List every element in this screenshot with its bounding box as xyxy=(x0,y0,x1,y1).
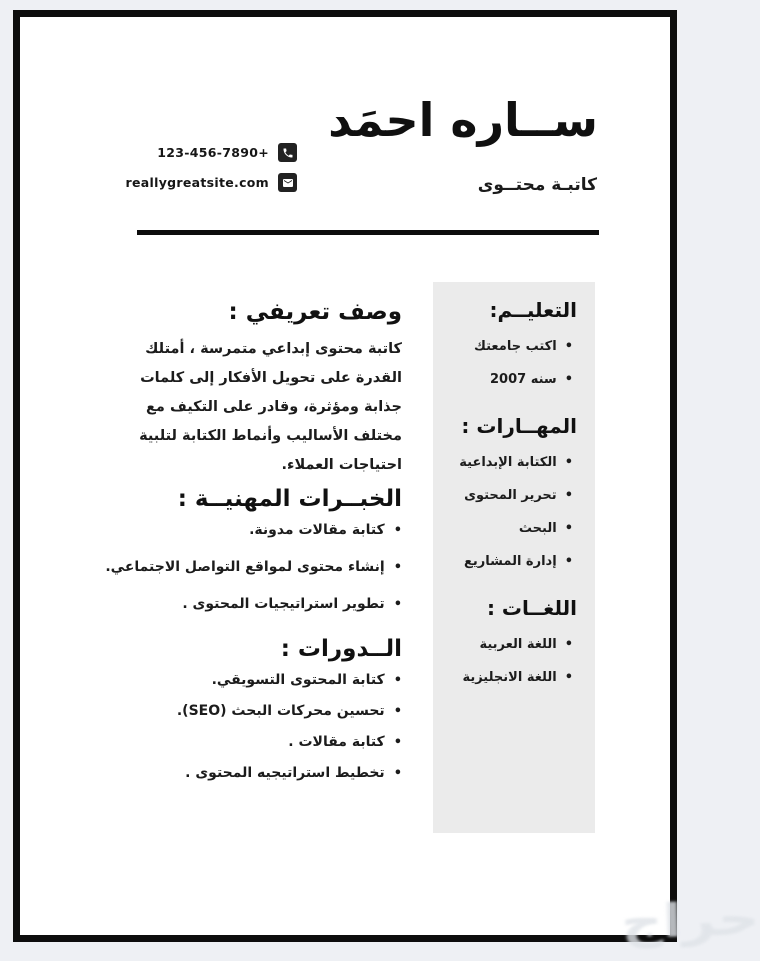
bullet-icon: • xyxy=(393,766,402,781)
skills-title: المهــارات : xyxy=(461,414,577,438)
list-item xyxy=(98,596,402,612)
bullet-icon: • xyxy=(564,554,573,569)
bullet-icon: • xyxy=(564,372,573,387)
list-item-text: اللغة الانجليزية xyxy=(462,670,557,685)
list-item xyxy=(451,521,573,536)
bullet-icon: • xyxy=(564,455,573,470)
list-item xyxy=(451,670,573,685)
list-item-text: تحسين محركات البحث (SEO). xyxy=(176,703,385,719)
bullet-icon: • xyxy=(393,673,402,688)
courses-title: الــدورات : xyxy=(280,636,402,662)
bullet-icon: • xyxy=(393,735,402,750)
about-body: كاتبة محتوى إبداعي متمرسة ، أمتلك القدرة على تحويل الأفكار إلى كلمات جذابة ومؤثرة، وقادر على التكيف مع مختلف الأساليب وأنماط الكتابة لتلبية احتياجات العملاء. xyxy=(139,341,402,473)
section-skills xyxy=(451,414,577,569)
experience-title: الخبــرات المهنيــة : xyxy=(177,486,402,512)
resume-paper xyxy=(13,10,677,942)
section-courses xyxy=(98,636,402,781)
section-about xyxy=(98,299,402,480)
section-languages xyxy=(451,596,577,685)
courses-list xyxy=(98,672,402,781)
phone-icon xyxy=(278,143,297,162)
list-item-text: تطوير استراتيجيات المحتوى . xyxy=(182,596,385,612)
list-item xyxy=(98,559,402,575)
bullet-icon: • xyxy=(564,670,573,685)
website-address: reallygreatsite.com xyxy=(125,175,269,190)
list-item-text: الكتابة الإبداعية xyxy=(459,455,557,470)
bullet-icon: • xyxy=(393,523,402,538)
list-item-text: اكتب جامعتك xyxy=(474,339,557,354)
list-item xyxy=(451,637,573,652)
bullet-icon: • xyxy=(393,597,402,612)
bullet-icon: • xyxy=(564,488,573,503)
list-item xyxy=(451,339,573,354)
list-item xyxy=(451,372,573,387)
education-list xyxy=(451,339,577,387)
sidebar-panel xyxy=(433,282,595,833)
section-experience xyxy=(98,486,402,612)
languages-title: اللغــات : xyxy=(486,596,577,620)
list-item xyxy=(98,703,402,719)
section-education xyxy=(451,298,577,387)
bullet-icon: • xyxy=(393,560,402,575)
list-item xyxy=(451,554,573,569)
list-item-text: كتابة مقالات . xyxy=(288,734,385,750)
watermark: حراج xyxy=(620,890,760,950)
list-item xyxy=(98,734,402,750)
education-title: التعليــم: xyxy=(489,298,577,322)
list-item-text: البحث xyxy=(518,521,557,536)
list-item-text: كتابة المحتوى التسويقي. xyxy=(211,672,385,688)
contact-block xyxy=(65,143,297,192)
list-item xyxy=(451,455,573,470)
list-item-text: إنشاء محتوى لمواقع التواصل الاجتماعي. xyxy=(105,559,385,575)
list-item xyxy=(98,522,402,538)
languages-list xyxy=(451,637,577,685)
bullet-icon: • xyxy=(564,339,573,354)
list-item-text: اللغة العربية xyxy=(479,637,557,652)
list-item-text: سنه 2007 xyxy=(489,372,557,387)
main-column xyxy=(98,299,402,805)
list-item xyxy=(451,488,573,503)
about-title: وصف تعريفي : xyxy=(228,299,402,325)
job-title: كاتبـة محتــوى xyxy=(477,175,597,195)
list-item-text: إدارة المشاريع xyxy=(464,554,557,569)
bullet-icon: • xyxy=(564,637,573,652)
bullet-icon: • xyxy=(393,704,402,719)
contact-phone-row xyxy=(65,143,297,162)
header-divider xyxy=(137,230,599,235)
experience-list xyxy=(98,522,402,612)
skills-list xyxy=(451,455,577,569)
contact-website-row xyxy=(65,173,297,192)
name-title: ســاره احمَد xyxy=(328,93,598,147)
list-item xyxy=(98,765,402,781)
phone-number: 123-456-7890+ xyxy=(157,145,269,160)
list-item-text: تخطيط استراتيجيه المحتوى . xyxy=(185,765,385,781)
email-icon xyxy=(278,173,297,192)
list-item-text: كتابة مقالات مدونة. xyxy=(249,522,385,538)
list-item-text: تحرير المحتوى xyxy=(464,488,557,503)
bullet-icon: • xyxy=(564,521,573,536)
list-item xyxy=(98,672,402,688)
